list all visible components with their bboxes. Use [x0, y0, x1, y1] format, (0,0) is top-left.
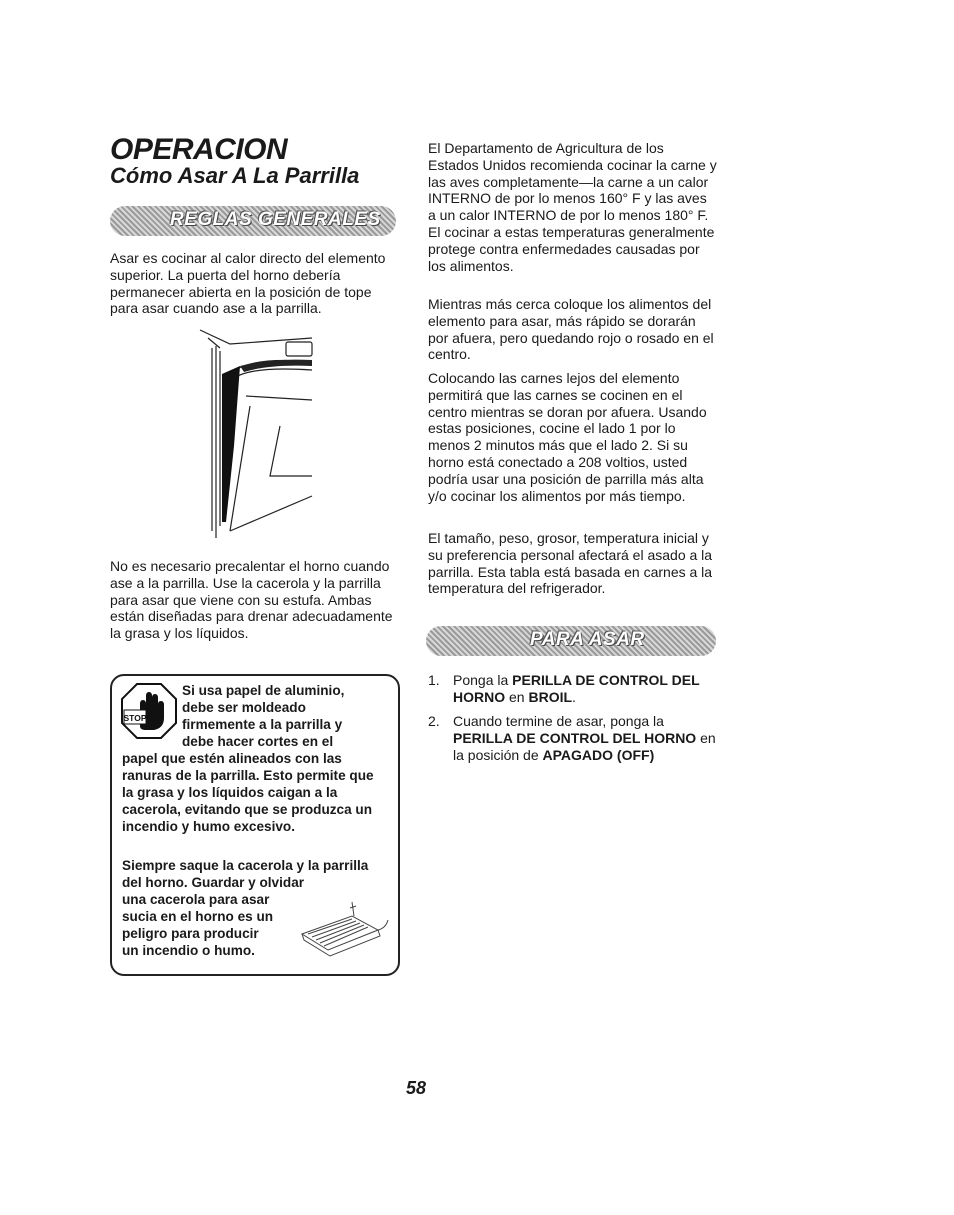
page-title: OPERACION: [110, 133, 288, 166]
warning-p2-line-4: un incendio o humo.: [122, 943, 255, 958]
page-subtitle: Cómo Asar A La Parrilla: [110, 163, 360, 188]
warning-p2-line-2: sucia en el horno es un: [122, 909, 274, 924]
banner-para-asar-label: PARA ASAR: [530, 629, 645, 650]
precalentar-paragraph: No es necesario precalentar el horno cuando ase a la parrilla. Use la cacerola y la parrilla para asar que viene con su estufa. Ambas están diseñadas para drenar adecuadamente la grasa y los líquidos.: [110, 558, 393, 642]
section-banner-para-asar: [426, 626, 716, 656]
step-text: .: [572, 689, 576, 705]
step-number: 2.: [428, 713, 440, 729]
warning-line-1: Si usa papel de aluminio,: [182, 683, 345, 698]
colocando-paragraph: Colocando las carnes lejos del elemento permitirá que las carnes se cocinen en el centro mientras se doran por afuera. Usando estas posiciones, cocine el lado 1 por lo menos 2 minutos más que el lado 2. Si su horno está conectado a 208 voltios, usted podría usar una posición de parrilla más alta y/o cocinar los alimentos por más tiempo.: [428, 370, 707, 504]
step-number: 1.: [428, 672, 440, 688]
banner-reglas-label: REGLAS GENERALES: [170, 209, 381, 230]
broil-pan-illustration: [292, 898, 392, 958]
warning-p2-line-1: una cacerola para asar: [122, 892, 270, 907]
list-item: [428, 713, 718, 764]
stop-label: STOP: [123, 713, 147, 723]
warning-line-2: debe ser moldeado: [182, 700, 306, 715]
step-bold: PERILLA DE CONTROL DEL HORNO: [453, 730, 697, 746]
step-text: Ponga la: [453, 672, 513, 688]
step-bold: APAGADO (OFF): [542, 747, 655, 763]
tamano-paragraph: El tamaño, peso, grosor, temperatura inicial y su preferencia personal afectará el asado a la parrilla. Esta tabla está basada en carnes a la temperatura del refrigerador.: [428, 530, 713, 597]
warning-line-4: debe hacer cortes en el: [182, 734, 334, 749]
mientras-paragraph: Mientras más cerca coloque los alimentos del elemento para asar, más rápido se dorarán por afuera, pero quedando rojo o rosado en el centro.: [428, 296, 714, 363]
section-banner-reglas: [110, 206, 396, 236]
step-text: en: [505, 689, 529, 705]
step-text: Cuando termine de asar, ponga la: [453, 713, 664, 729]
step-text: en la posición de: [453, 730, 716, 763]
page-number: 58: [406, 1078, 427, 1098]
intro-paragraph: Asar es cocinar al calor directo del elemento superior. La puerta del horno debería permanecer abierta en la posición de tope para asar cuando ase a la parrilla.: [110, 250, 386, 317]
warning-box: [110, 674, 400, 976]
list-item: [428, 672, 718, 706]
stop-hand-icon: [120, 682, 178, 740]
warning-p2-line-3: peligro para producir: [122, 926, 259, 941]
steps-list: [428, 672, 718, 771]
usda-paragraph: El Departamento de Agricultura de los Estados Unidos recomienda cocinar la carne y las aves completamente—la carne a un calor INTERNO de por lo menos 160° F y las aves a un calor INTERNO de por lo menos 180° F. El cocinar a estas temperaturas generalmente protege contra enfermedades causadas por los alimentos.: [428, 140, 717, 274]
step-bold: BROIL: [528, 689, 573, 705]
step-bold: PERILLA DE CONTROL DEL HORNO: [453, 672, 700, 705]
warning-paragraph-2-top: Siempre saque la cacerola y la parrilla del horno. Guardar y olvidar: [122, 858, 369, 890]
oven-door-illustration: [190, 326, 320, 542]
warning-line-3: firmemente a la parrilla y: [182, 717, 343, 732]
warning-paragraph-1: papel que estén alineados con las ranuras de la parrilla. Esto permite que la grasa y los líquidos caigan a la cacerola, evitando que se produzca un incendio y humo excesivo.: [122, 751, 374, 834]
